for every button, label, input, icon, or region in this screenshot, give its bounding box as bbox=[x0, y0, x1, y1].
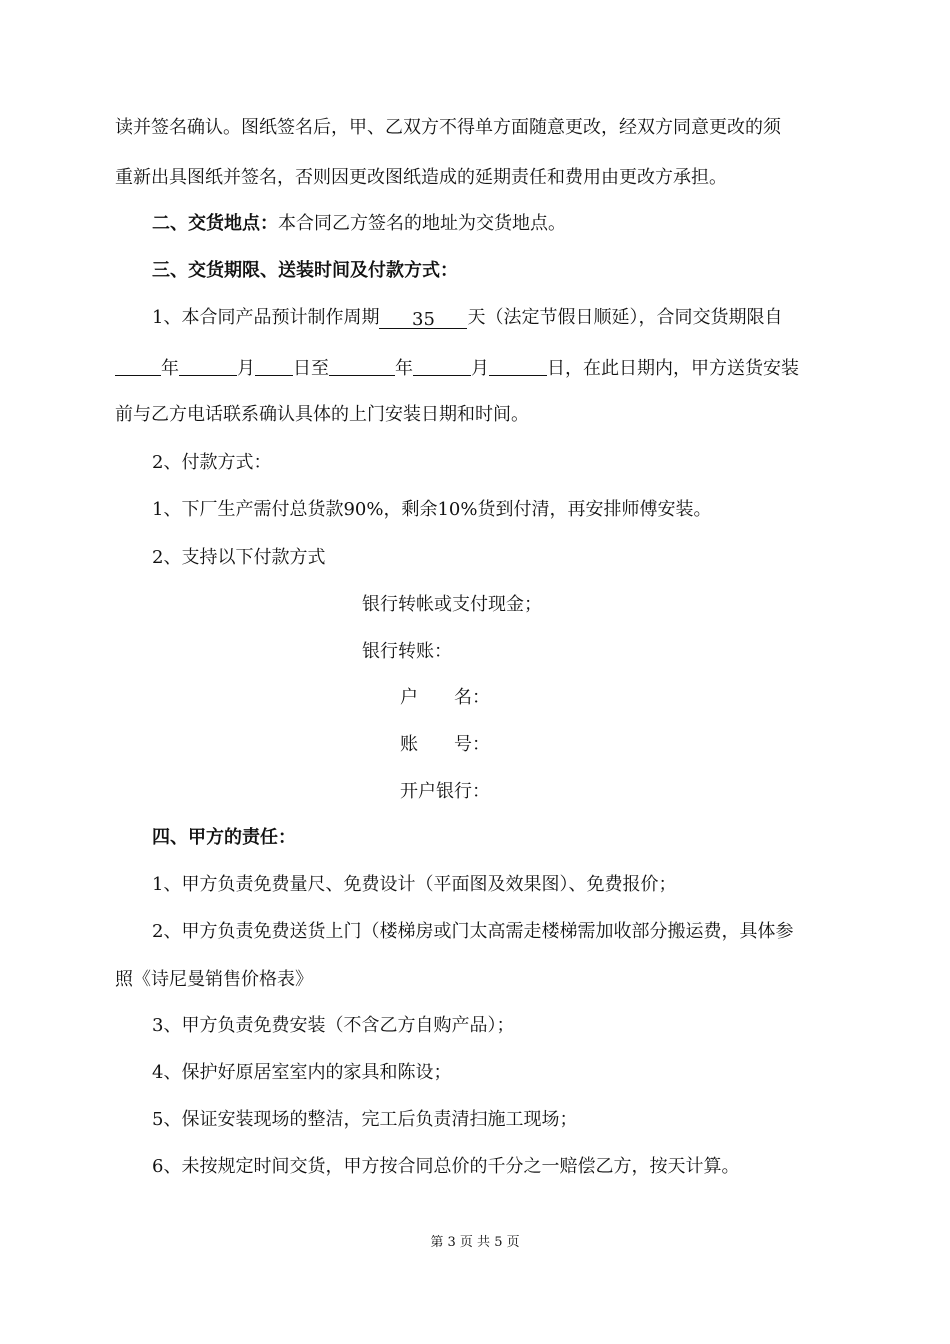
paragraph-line: 2、支持以下付款方式 bbox=[152, 547, 326, 568]
page-number: 第 3 页 共 5 页 bbox=[430, 1235, 520, 1250]
bank-name-label: 开户银行： bbox=[400, 781, 490, 802]
date-range-line bbox=[115, 355, 799, 381]
paragraph-line: 6、未按规定时间交货，甲方按合同总价的千分之一赔偿乙方，按天计算。 bbox=[152, 1156, 740, 1177]
text: 月 bbox=[471, 358, 489, 379]
blank bbox=[489, 355, 547, 376]
section-text: 本合同乙方签名的地址为交货地点。 bbox=[278, 213, 566, 234]
text: 年 bbox=[395, 358, 413, 379]
days-blank: 35 bbox=[379, 308, 467, 329]
blank bbox=[179, 355, 237, 376]
text: 天（法定节假日顺延），合同交货期限自 bbox=[467, 307, 783, 328]
section-heading: 四、甲方的责任： bbox=[152, 827, 296, 848]
paragraph-line: 2、甲方负责免费送货上门（楼梯房或门太高需走楼梯需加收部分搬运费，具体参 bbox=[152, 921, 794, 942]
paragraph-line: 1、甲方负责免费量尺、免费设计（平面图及效果图）、免费报价； bbox=[152, 874, 677, 895]
text: 月 bbox=[237, 358, 255, 379]
section-2 bbox=[152, 212, 566, 236]
paragraph-line: 读并签名确认。图纸签名后，甲、乙双方不得单方面随意更改，经双方同意更改的须 bbox=[115, 117, 781, 138]
delivery-period-line bbox=[152, 306, 782, 330]
text: 日至 bbox=[293, 358, 329, 379]
section-heading: 三、交货期限、送装时间及付款方式： bbox=[152, 260, 458, 281]
account-name-label: 户 名： bbox=[400, 687, 490, 708]
paragraph-line: 5、保证安装现场的整洁，完工后负责清扫施工现场； bbox=[152, 1109, 578, 1130]
paragraph-line: 前与乙方电话联系确认具体的上门安装日期和时间。 bbox=[115, 404, 529, 425]
account-number-label: 账 号： bbox=[400, 734, 490, 755]
blank bbox=[115, 355, 161, 376]
text: 日，在此日期内，甲方送货安装 bbox=[547, 358, 799, 379]
blank bbox=[413, 355, 471, 376]
blank bbox=[329, 355, 395, 376]
paragraph-line: 3、甲方负责免费安装（不含乙方自购产品）； bbox=[152, 1015, 515, 1036]
paragraph-line: 照《诗尼曼销售价格表》 bbox=[115, 969, 313, 990]
paragraph-line: 银行转账： bbox=[362, 641, 452, 662]
text: 年 bbox=[161, 358, 179, 379]
paragraph-line: 2、付款方式： bbox=[152, 452, 272, 473]
paragraph-line: 4、保护好原居室室内的家具和陈设； bbox=[152, 1062, 452, 1083]
paragraph-line: 银行转帐或支付现金； bbox=[362, 594, 542, 615]
paragraph-line: 重新出具图纸并签名，否则因更改图纸造成的延期责任和费用由更改方承担。 bbox=[115, 167, 727, 188]
section-heading: 二、交货地点： bbox=[152, 213, 278, 234]
blank bbox=[255, 355, 293, 376]
text: 1、本合同产品预计制作周期 bbox=[152, 307, 380, 328]
paragraph-line: 1、下厂生产需付总货款90%，剩余10%货到付清，再安排师傅安装。 bbox=[152, 499, 712, 520]
